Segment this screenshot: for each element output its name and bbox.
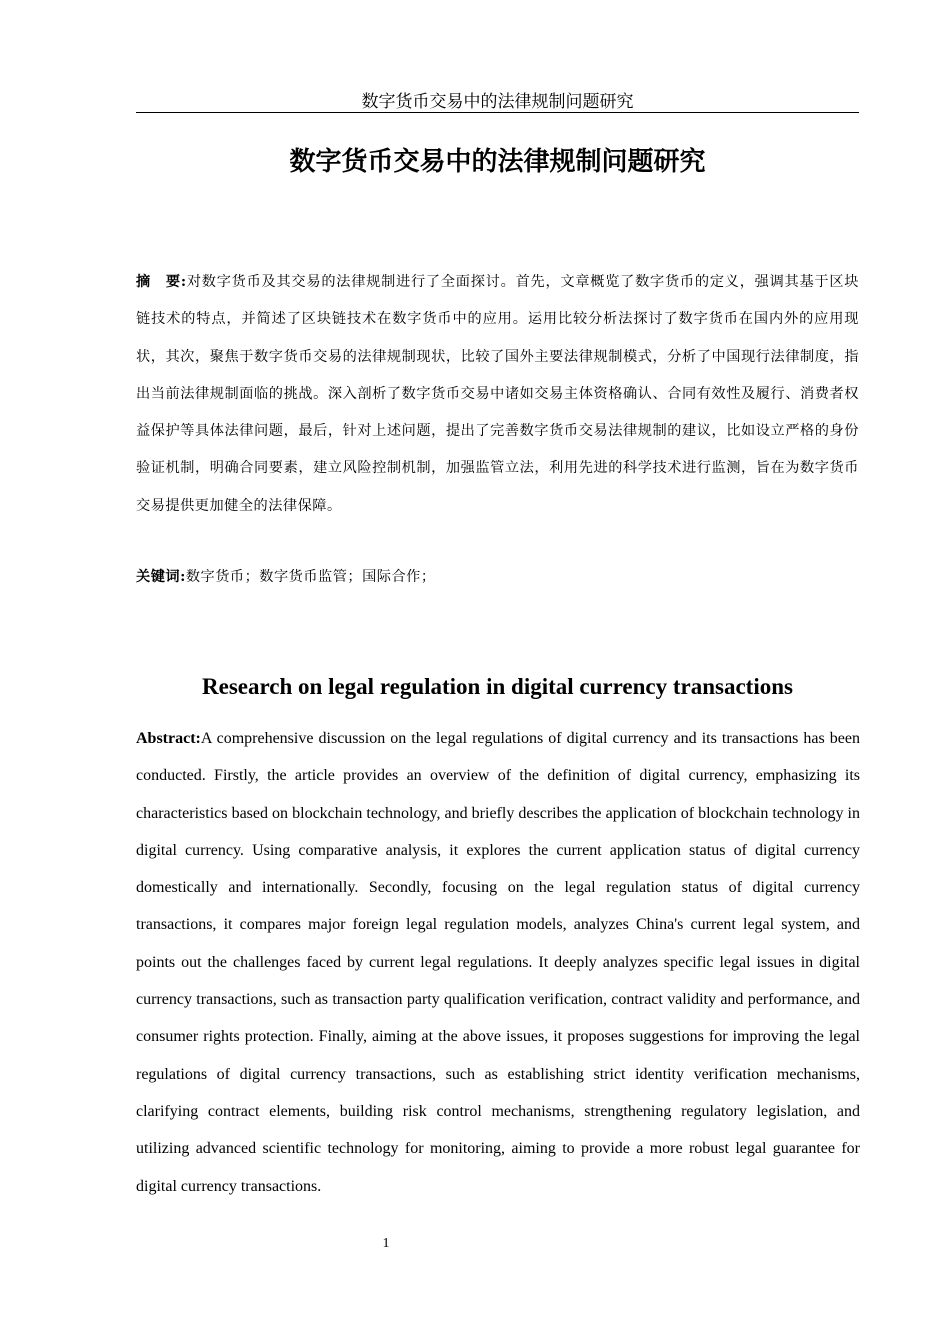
chinese-abstract-text: 对数字货币及其交易的法律规制进行了全面探讨。首先，文章概览了数字货币的定义，强调其基于区块链技术的特点，并简述了区块链技术在数字货币中的应用。运用比较分析法探讨了数字货币在国内外的应用现状，其次，聚焦于数字货币交易的法律规制现状，比较了国外主要法律规制模式，分析了中国现行法律制度，指出当前法律规制面临的挑战。深入剖析了数字货币交易中诸如交易主体资格确认、合同有效性及履行、消费者权益保护等具体法律问题，最后，针对上述问题，提出了完善数字货币交易法律规制的建议，比如设立严格的身份验证机制，明确合同要素，建立风险控制机制，加强监管立法，利用先进的科学技术进行监测，旨在为数字货币交易提供更加健全的法律保障。 <box>136 274 859 514</box>
english-abstract-text: A comprehensive discussion on the legal regulations of digital currency and its transactions has been conducted. Firstly, the article provides an overview of the definition of digital currency, emphasizing its characteristics based on blockchain technology, and briefly describes the application of blockchain technology in digital currency. Using comparative analysis, it explores the current application status of digital currency domestically and internationally. Secondly, focusing on the legal regulation status of digital currency transactions, it compares major foreign legal regulation models, analyzes China's current legal system, and points out the challenges faced by current legal regulations. It deeply analyzes specific legal issues in digital currency transactions, such as transaction party qualification verification, contract validity and performance, and consumer rights protection. Finally, aiming at the above issues, it proposes suggestions for improving the legal regulations of digital currency transactions, such as establishing strict identity verification mechanisms, clarifying contract elements, building risk control mechanisms, strengthening regulatory legislation, and utilizing advanced scientific technology for monitoring, aiming to provide a more robust legal guarantee for digital currency transactions. <box>136 730 860 1195</box>
chinese-abstract <box>136 264 859 525</box>
english-abstract-label: Abstract: <box>136 730 201 747</box>
english-title: Research on legal regulation in digital currency transactions <box>202 674 793 699</box>
running-header: 数字货币交易中的法律规制问题研究 <box>361 92 634 112</box>
page-number: 1 <box>382 1236 390 1251</box>
chinese-keywords-text: 数字货币；数字货币监管；国际合作； <box>185 569 436 585</box>
chinese-keywords-label: 关键词: <box>136 569 186 585</box>
english-abstract <box>136 720 860 1205</box>
header-rule <box>136 112 859 113</box>
chinese-abstract-label: 摘 要: <box>136 274 187 290</box>
chinese-title: 数字货币交易中的法律规制问题研究 <box>289 147 706 177</box>
chinese-keywords <box>136 562 859 592</box>
